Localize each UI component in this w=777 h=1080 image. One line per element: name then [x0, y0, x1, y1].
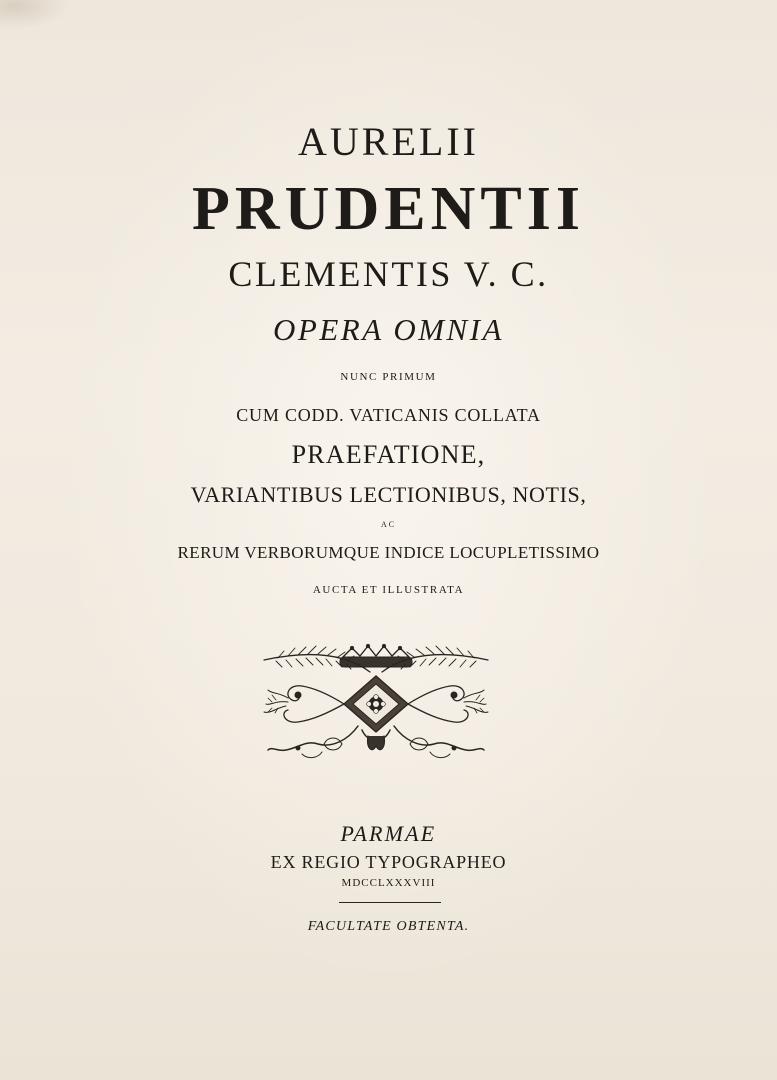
- praefatione-line: PRAEFATIONE,: [291, 440, 486, 469]
- variantibus-line: VARIANTIBUS LECTIONIBUS, NOTIS,: [190, 482, 587, 507]
- aucta-line: AUCTA ET ILLUSTRATA: [312, 584, 465, 596]
- author-first-name: AURELII: [298, 119, 479, 164]
- crowned-cartouche-vignette-icon: [258, 640, 494, 768]
- collation-line: CUM CODD. VATICANIS COLLATA: [236, 405, 541, 425]
- imprint-divider: [339, 902, 441, 903]
- imprint-place: PARMAE: [340, 821, 437, 846]
- work-title: OPERA OMNIA: [273, 312, 504, 347]
- permission-line: FACULTATE OBTENTA.: [307, 919, 470, 934]
- author-main-name: PRUDENTII: [192, 175, 585, 243]
- index-line: RERUM VERBORUMQUE INDICE LOCUPLETISSIMO: [177, 543, 600, 562]
- imprint-year: MDCCLXXXVIII: [341, 877, 436, 889]
- author-last-name: CLEMENTIS V. C.: [228, 254, 549, 294]
- imprint-printer: EX REGIO TYPOGRAPHEO: [270, 852, 507, 872]
- nunc-primum-line: NUNC PRIMUM: [340, 371, 437, 383]
- ac-line: AC: [380, 520, 397, 529]
